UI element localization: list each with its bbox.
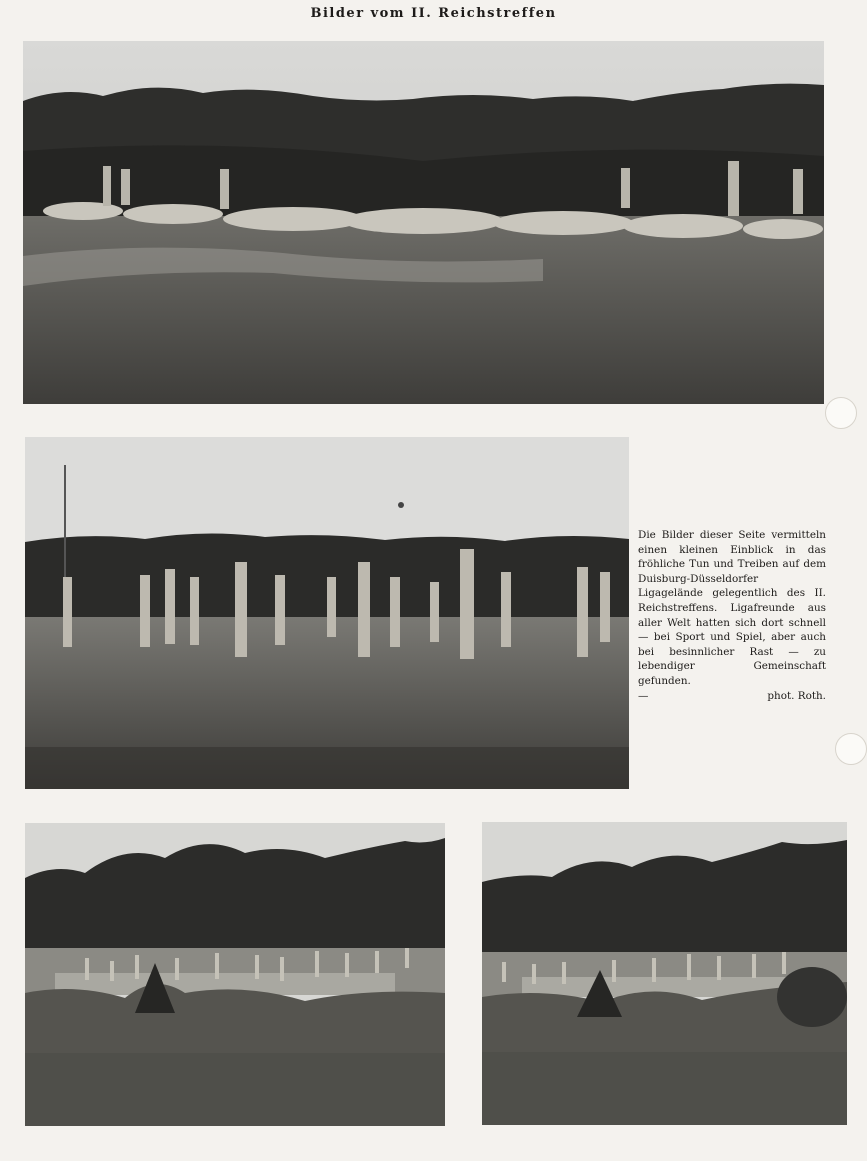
- caption-end-dash: —: [638, 689, 649, 702]
- punch-hole-top: [825, 397, 857, 429]
- caption-text: Die Bilder dieser Seite vermitteln einen kleinen Einblick in das fröhliche Tun und Treiben auf dem Duisburg-Düsseldorfer Ligagelände gelegentlich des II. Reichstreffens. Ligafreunde aus aller Welt hatten sich dort schnell — bei Sport und Spiel, aber auch bei besinnlicher Rast — zu lebendiger Gemeinschaft gefunden.: [638, 529, 826, 687]
- photo-crowd-resting: [23, 41, 824, 404]
- photo-field-right: [482, 822, 847, 1125]
- photo-field-left: [25, 823, 445, 1126]
- caption-credit-line: [638, 689, 826, 704]
- photo-caption: [638, 528, 826, 703]
- photo-ball-game: [25, 437, 629, 789]
- page-title: Bilder vom II. Reichstreffen: [310, 6, 557, 21]
- photo-credit: phot. Roth.: [767, 689, 826, 702]
- punch-hole-bottom: [835, 733, 867, 765]
